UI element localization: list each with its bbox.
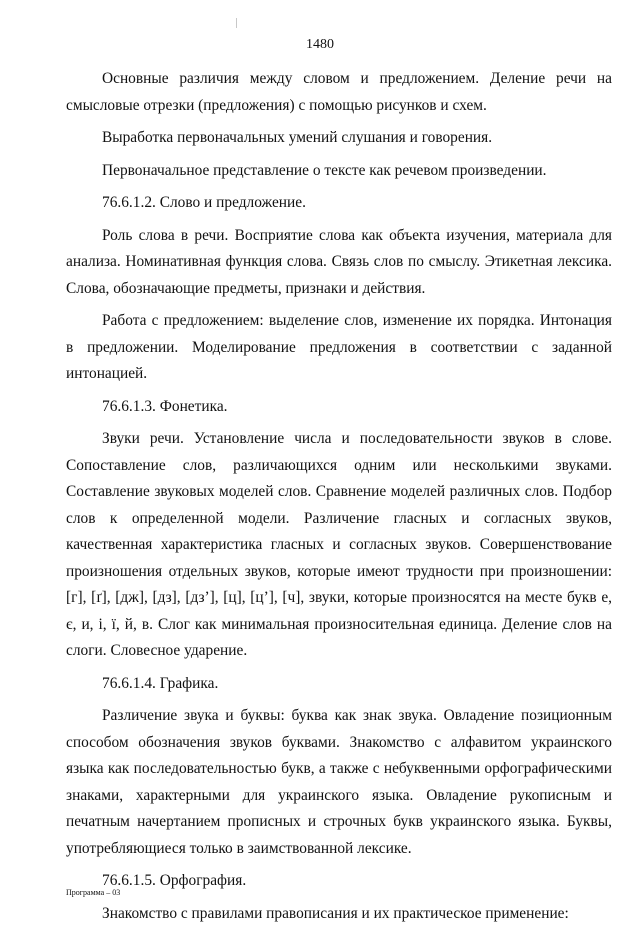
section-heading-orthography: 76.6.1.5. Орфография.: [102, 872, 247, 889]
section-heading-phonetics: 76.6.1.3. Фонетика.: [102, 397, 228, 415]
paragraph-sentence-work: Работа с предложением: выделение слов, изменение их порядка. Интонация в предложении. Моделирование предложения в соответствии с заданной интонацией.: [66, 312, 612, 382]
page-number: 1480: [306, 37, 334, 52]
paragraph-spelling-rules: Знакомство с правилами правописания и их практическое применение:: [102, 904, 569, 922]
paragraph-word-role: Роль слова в речи. Восприятие слова как объекта изучения, материала для анализа. Номинативная функция слова. Связь слов по смыслу. Этикетная лексика. Слова, обозначающие предметы, признаки и действия.: [66, 226, 612, 297]
paragraph-sound-letter: Различение звука и буквы: буква как знак звука. Овладение позиционным способом обозначения звуков буквами. Знакомство с алфавитом украинского языка как последовательностью букв, а также с небуквенными орфографическими знаками, характерными для украинского языка. Овладение рукописным и печатным начертанием прописных и строчных букв украинского языка. Буквы, употребляющиеся только в заимствованной лексике.: [66, 707, 612, 857]
page-body: [66, 66, 612, 933]
paragraph-text-concept: Первоначальное представление о тексте как речевом произведении.: [102, 161, 547, 179]
section-heading-graphics: 76.6.1.4. Графика.: [102, 674, 219, 692]
page-footer: Программа – 03: [66, 888, 121, 897]
scan-mark: [236, 18, 237, 28]
section-heading-word-sentence: 76.6.1.2. Слово и предложение.: [102, 194, 306, 211]
paragraph-word-vs-sentence: Основные различия между словом и предложением. Деление речи на смысловые отрезки (предложения) с помощью рисунков и схем.: [66, 70, 612, 114]
paragraph-listening-speaking: Выработка первоначальных умений слушания и говорения.: [102, 129, 493, 146]
paragraph-speech-sounds: Звуки речи. Установление числа и последовательности звуков в слове. Сопоставление слов, различающихся одним или несколькими звуками. Составление звуковых моделей слов. Сравнение моделей различных слов. Подбор слов к определенной модели. Различение гласных и согласных звуков, качественная характеристика гласных и согласных звуков. Совершенствование произношения отдельных звуков, которые имеют трудности при произношении: [г], [ґ], [дж], [дз], [дз’], [ц], [ц’], [ч], звуки, которые произносятся на месте букв е, є, и, і, ї, й, в. Слог как минимальная произносительная единица. Деление слов на слоги. Словесное ударение.: [66, 430, 612, 659]
